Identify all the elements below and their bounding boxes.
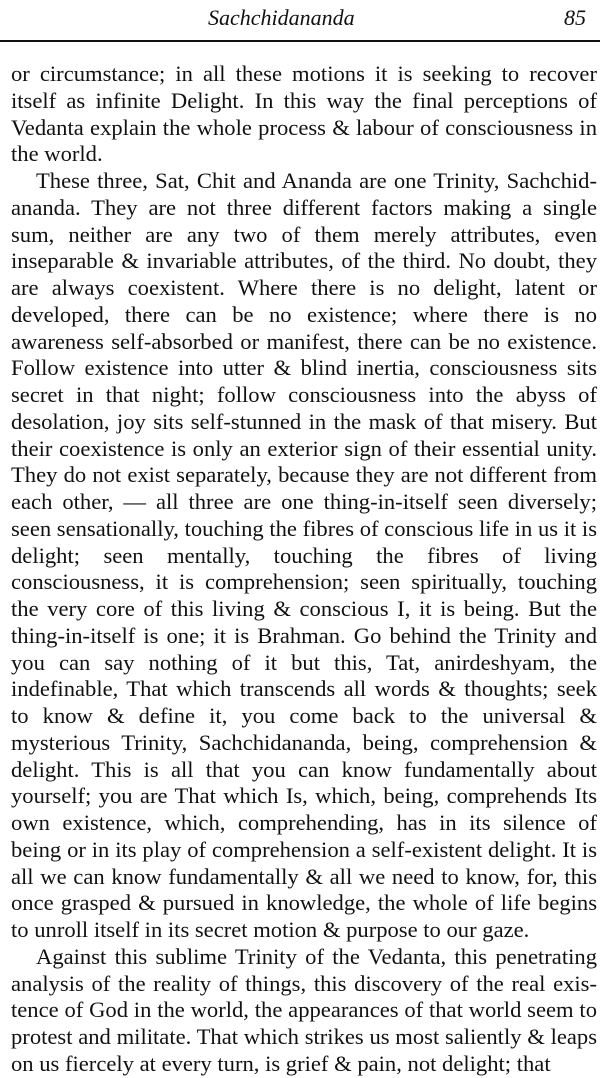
page-body	[11, 61, 597, 1078]
paragraph-appearances: Against this sublime Trinity of the Vedanta, this penetrating analysis of the reality of things, this discovery of the real existence of God in the world, the appearances of that world seem to protest and militate. That which strikes us most saliently & leaps on us fiercely at every turn, is grief & pain, not delight; that	[11, 943, 597, 1076]
page-number: 85	[564, 5, 586, 30]
running-title: Sachchidananda	[208, 5, 355, 30]
page-header	[0, 0, 600, 48]
paragraph-continued: or circumstance; in all these motions it is seeking to recover itself as infinite Delight. In this way the final perceptions of Vedanta explain the whole process & labour of consciousness in the world.	[11, 61, 597, 167]
header-rule	[0, 40, 600, 42]
paragraph-trinity: These three, Sat, Chit and Ananda are one Trinity, Sachchidananda. They are not three different factors making a single sum, neither are any two of them merely attributes, even inseparable & invariable attributes, of the third. No doubt, they are always coexistent. Where there is no delight, latent or developed, there can be no existence; where there is no awareness self-absorbed or manifest, there can be no existence. Follow existence into utter & blind inertia, consciousness sits secret in that night; follow consciousness into the abyss of desolation, joy sits self-stunned in the mask of that misery. But their coexistence is only an exterior sign of their essential unity. They do not exist separately, because they are not different from each other, — all three are one thing-in-itself seen diversely; seen sensationally, touching the fibres of conscious life in us it is delight; seen mentally, touching the fibres of living consciousness, it is comprehension; seen spiritually, touching the very core of this living & conscious I, it is being. But the thing-in-itself is one; it is Brahman. Go behind the Trinity and you can say nothing of it but this, Tat, anirdeshyam, the indefinable, That which transcends all words & thoughts; seek to know & define it, you come back to the universal & mysterious Trinity, Sachchidananda, being, comprehension & delight. This is all that you can know fundamentally about yourself; you are That which Is, which, being, comprehends Its own existence, which, comprehending, has in its silence of being or in its play of comprehension a self-existent delight. It is all we can know fundamentally & all we need to know, for, this once grasped & pursued in knowledge, the whole of life begins to unroll itself in its secret motion & purpose to our gaze.	[11, 168, 597, 942]
